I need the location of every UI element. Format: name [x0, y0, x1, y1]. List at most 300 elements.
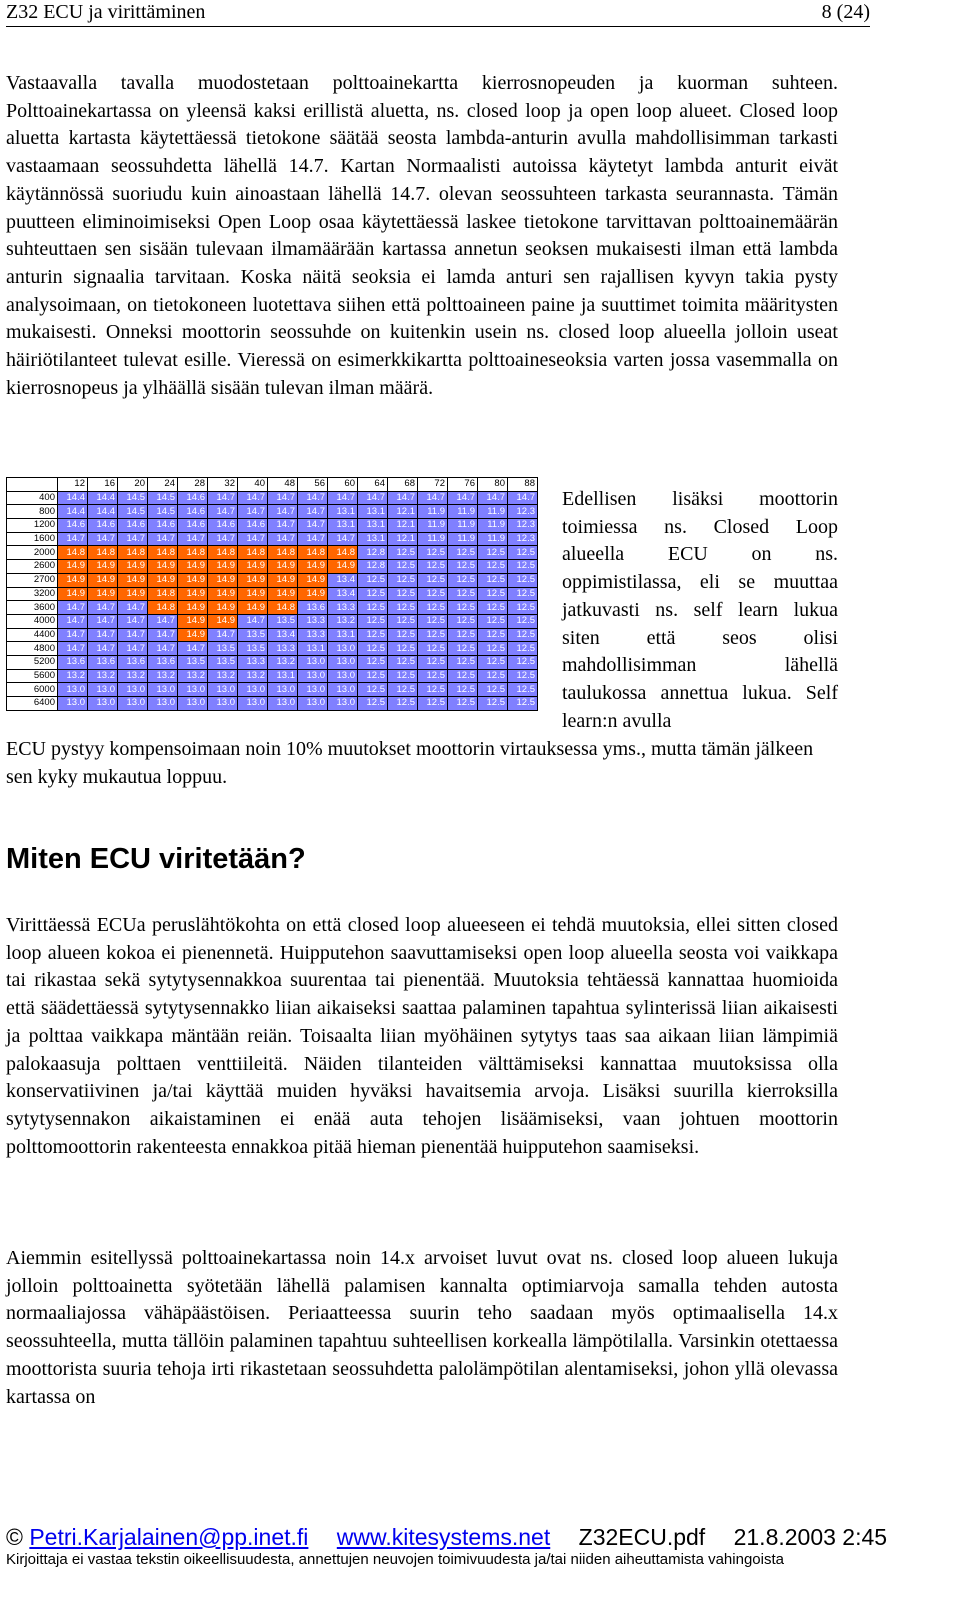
fuel-map-cell: 14.6: [238, 519, 268, 533]
fuel-map-cell: 14.7: [268, 532, 298, 546]
fuel-map-row: [7, 601, 538, 615]
fuel-map-cell: 14.7: [118, 601, 148, 615]
load-column-header: 40: [238, 478, 268, 492]
fuel-map-cell: 14.7: [88, 614, 118, 628]
fuel-map-cell: 14.5: [118, 505, 148, 519]
fuel-map-cell: 14.7: [148, 532, 178, 546]
fuel-map-cell: 14.9: [148, 560, 178, 574]
fuel-map-cell: 14.7: [148, 628, 178, 642]
fuel-map-cell: 13.0: [268, 683, 298, 697]
fuel-map-cell: 13.0: [328, 683, 358, 697]
fuel-map-cell: 14.7: [298, 519, 328, 533]
fuel-map-cell: 14.7: [298, 505, 328, 519]
fuel-map-cell: 14.7: [178, 532, 208, 546]
fuel-map-cell: 13.0: [298, 697, 328, 711]
fuel-map-cell: 12.5: [448, 683, 478, 697]
fuel-map-cell: 12.5: [358, 614, 388, 628]
fuel-map-cell: 14.9: [58, 587, 88, 601]
fuel-map-cell: 12.8: [358, 560, 388, 574]
fuel-map-cell: 13.0: [118, 683, 148, 697]
fuel-map-cell: 13.0: [328, 655, 358, 669]
fuel-map-cell: 13.1: [328, 628, 358, 642]
fuel-map-cell: 12.5: [358, 628, 388, 642]
fuel-map-cell: 12.5: [388, 697, 418, 711]
tuning-paragraph: Virittäessä ECUa peruslähtökohta on että closed loop alueeseen ei tehdä muutoksia, ellei sitten closed loop alueen kokoa ei pienennetä. Huipputehon saavuttamiseksi open loop alueella seosta voi vaikkapa tai rikastaa sekä sytytysennakkoa suurentaa tai pienentää. Muutoksia tehtäessä kannattaa huomioida että säädettäessä sytytysennakko liian aikaiseksi saattaa palaminen tapahtua sylinterissä liian aikaisesti ja polttaa vaikkapa mäntään reiän. Toisaalta liian myöhäinen sytytys taas saa aikaan liian lämpimiä palokaasuja polttaen venttiileitä. Näiden tilanteiden välttämiseksi kannattaa muutoksissa olla konservatiivinen ja/tai käyttää muiden hyväksi havaitsemia arvoja. Lisäksi suurilla kierroksilla sytytysennakon aikaistaminen ei enää auta tehojen lisäämiseksi, vaan johtuen moottorin polttomoottorin rakenteesta ennakkoa pitää hieman pienentää huipputehon saamiseksi.: [6, 914, 838, 1158]
fuel-map-cell: 14.7: [268, 519, 298, 533]
fuel-map-cell: 12.5: [478, 601, 508, 615]
fuel-map-row: [7, 519, 538, 533]
fuel-map-row: [7, 505, 538, 519]
fuel-map-cell: 14.9: [58, 573, 88, 587]
fuel-map-cell: 13.4: [268, 628, 298, 642]
fuel-map-cell: 12.5: [358, 697, 388, 711]
fuel-map-cell: 12.5: [418, 669, 448, 683]
fuel-map-cell: 14.9: [118, 573, 148, 587]
fuel-map-cell: 13.0: [298, 683, 328, 697]
rpm-row-header: 2600: [7, 560, 58, 574]
fuel-map-cell: 12.5: [508, 669, 538, 683]
fuel-map-cell: 14.9: [238, 560, 268, 574]
fuel-map-row: [7, 669, 538, 683]
fuel-map-cell: 12.5: [508, 573, 538, 587]
fuel-map-cell: 12.5: [478, 669, 508, 683]
fuel-map-cell: 13.0: [238, 697, 268, 711]
fuel-map-cell: 14.7: [268, 505, 298, 519]
fuel-map-cell: 14.9: [238, 601, 268, 615]
fuel-map-cell: 13.5: [208, 655, 238, 669]
fuel-map-cell: 14.7: [118, 532, 148, 546]
side-paragraph: Edellisen lisäksi moottorin toimiessa ns. Closed Loop alueella ECU on ns. oppimistilassa, eli se muuttaa jatkuvasti ns. self learn lukua siten että seos olisi mahdollisimman lähellä taulukossa annettua lukua. Self learn:n avulla: [562, 488, 838, 732]
fuel-map-cell: 13.0: [298, 669, 328, 683]
fuel-map-cell: 14.8: [238, 546, 268, 560]
fuel-map-cell: 14.8: [268, 546, 298, 560]
fuel-map-cell: 12.5: [358, 669, 388, 683]
fuel-map-cell: 14.9: [88, 560, 118, 574]
section-heading: Miten ECU viritetään?: [6, 843, 306, 875]
fuel-map-cell: 13.0: [118, 697, 148, 711]
fuel-map-cell: 14.7: [148, 614, 178, 628]
fuel-map-cell: 14.7: [238, 614, 268, 628]
fuel-map-cell: 14.8: [298, 546, 328, 560]
fuel-map-cell: 14.7: [238, 491, 268, 505]
load-column-header: 68: [388, 478, 418, 492]
fuel-map-cell: 12.5: [358, 573, 388, 587]
footer-disclaimer: Kirjoittaja ei vastaa tekstin oikeellisuudesta, annettujen neuvojen toimivuudesta ja/tai niiden aiheuttamista vahingoista: [6, 1551, 784, 1568]
fuel-map-cell: 12.5: [448, 697, 478, 711]
fuel-map-cell: 14.8: [328, 546, 358, 560]
fuel-map-row: [7, 642, 538, 656]
fuel-map-cell: 14.9: [238, 587, 268, 601]
fuel-map-cell: 14.7: [268, 491, 298, 505]
fuel-map-cell: 13.0: [178, 697, 208, 711]
fuel-map-cell: 12.5: [448, 546, 478, 560]
fuel-map-cell: 12.5: [388, 601, 418, 615]
rpm-row-header: 6000: [7, 683, 58, 697]
fuel-map-cell: 12.5: [508, 628, 538, 642]
fuel-map-cell: 12.5: [478, 546, 508, 560]
rpm-row-header: 4000: [7, 614, 58, 628]
fuel-map-cell: 12.5: [478, 614, 508, 628]
fuel-map-cell: 13.6: [148, 655, 178, 669]
fuel-map-cell: 12.5: [418, 601, 448, 615]
load-column-header: 76: [448, 478, 478, 492]
fuel-map-cell: 14.7: [238, 505, 268, 519]
fuel-map-cell: 14.9: [118, 587, 148, 601]
fuel-map-cell: 13.0: [148, 697, 178, 711]
fuel-map-cell: 13.0: [328, 697, 358, 711]
fuel-map-cell: 12.5: [478, 573, 508, 587]
fuel-map-row: [7, 587, 538, 601]
fuel-map-cell: 12.1: [388, 519, 418, 533]
fuel-map-cell: 13.1: [328, 505, 358, 519]
page-footer: [0, 1522, 960, 1615]
fuel-map-table-container: [6, 477, 538, 711]
fuel-map-cell: 12.5: [508, 560, 538, 574]
rpm-row-header: 4400: [7, 628, 58, 642]
footer-filename: Z32ECU.pdf: [578, 1524, 706, 1550]
fuel-map-corner-cell: [7, 478, 58, 492]
fuel-map-cell: 14.6: [148, 519, 178, 533]
fuel-map-cell: 13.0: [58, 697, 88, 711]
load-column-header: 88: [508, 478, 538, 492]
fuel-map-cell: 14.5: [148, 491, 178, 505]
fuel-map-cell: 14.7: [88, 532, 118, 546]
fuel-map-cell: 12.5: [478, 697, 508, 711]
fuel-map-cell: 12.5: [448, 628, 478, 642]
fuel-map-cell: 13.5: [268, 614, 298, 628]
fuel-map-cell: 12.5: [448, 560, 478, 574]
intro-paragraph: Vastaavalla tavalla muodostetaan polttoainekartta kierrosnopeuden ja kuorman suhteen. Polttoainekartassa on yleensä kaksi erillistä aluetta, ns. closed loop ja open loop alueet. Closed loop aluetta kartasta käytettäessä tietokone säätää seosta lambda-anturin avulla mahdollisimman tarkasti vastaamaan seossuhdetta lähellä 14.7. Kartan Normaalisti autoissa käytetyt lambda anturit eivät käytännössä suoriudu kuin ainoastaan lähellä 14.7. olevan seossuhteen tarkasta seurannasta. Tämän puutteen eliminoimiseksi Open Loop osaa käytettäessä laskee tietokone tarvittavan polttoainemäärän suhteuttaen sen sisään tulevaan ilmamäärään kartassa annetun seoksen mukaisesti ilman että lambda anturin signaalia tarvitaan. Koska näitä seoksia ei lamda anturi sen rajallisen kyvyn takia pysty analysoimaan, on tietokoneen luotettava siihen että polttoaineen paine ja suuttimet toimita määritysten mukaisesti. Onneksi moottorin seossuhde on kuitenkin usein ns. closed loop alueella jolloin useat häiriötilanteet tulevat esille. Vieressä on esimerkkikartta polttoaineseoksia varten jossa vasemmalla on kierrosnopeus ja ylhäällä sisään tulevan ilman määrä.: [6, 72, 838, 399]
fuel-map-cell: 14.9: [88, 587, 118, 601]
fuel-map-cell: 14.7: [298, 532, 328, 546]
fuel-map-cell: 14.9: [178, 560, 208, 574]
fuel-map-row: [7, 573, 538, 587]
fuel-map-cell: 14.7: [118, 628, 148, 642]
fuel-map-cell: 12.5: [418, 642, 448, 656]
fuel-map-cell: 12.5: [448, 614, 478, 628]
fuel-map-cell: 12.5: [388, 560, 418, 574]
fuel-map-cell: 13.4: [328, 587, 358, 601]
fuel-map-cell: 14.8: [148, 546, 178, 560]
fuel-map-cell: 13.3: [238, 655, 268, 669]
fuel-map-cell: 11.9: [478, 505, 508, 519]
fuel-map-cell: 12.5: [448, 655, 478, 669]
rpm-row-header: 1600: [7, 532, 58, 546]
rpm-row-header: 2000: [7, 546, 58, 560]
fuel-map-cell: 13.0: [208, 683, 238, 697]
fuel-map-cell: 12.5: [508, 601, 538, 615]
fuel-map-cell: 11.9: [418, 532, 448, 546]
fuel-map-cell: 14.7: [328, 491, 358, 505]
fuel-map-cell: 14.9: [268, 587, 298, 601]
fuel-map-cell: 13.3: [298, 628, 328, 642]
footer-datetime: 21.8.2003 2:45: [733, 1524, 888, 1550]
fuel-map-cell: 11.9: [448, 505, 478, 519]
fuel-map-cell: 12.5: [508, 642, 538, 656]
fuel-map-cell: 14.4: [58, 491, 88, 505]
fuel-map-cell: 12.5: [388, 655, 418, 669]
fuel-map-cell: 13.5: [238, 642, 268, 656]
fuel-map-row: [7, 491, 538, 505]
fuel-map-cell: 14.9: [208, 601, 238, 615]
fuel-map-cell: 14.7: [58, 642, 88, 656]
fuel-map-cell: 14.9: [328, 560, 358, 574]
fuel-map-cell: 14.8: [268, 601, 298, 615]
rpm-row-header: 400: [7, 491, 58, 505]
fuel-map-cell: 14.9: [298, 587, 328, 601]
page-number: 8 (24): [821, 1, 870, 23]
fuel-map-cell: 13.2: [208, 669, 238, 683]
fuel-map-cell: 14.9: [178, 601, 208, 615]
fuel-map-cell: 14.7: [88, 628, 118, 642]
fuel-map-cell: 13.3: [298, 614, 328, 628]
fuel-map-cell: 13.0: [58, 683, 88, 697]
fuel-map-cell: 14.9: [118, 560, 148, 574]
fuel-map-cell: 13.1: [358, 532, 388, 546]
fuel-map-cell: 13.1: [268, 669, 298, 683]
fuel-map-cell: 12.5: [418, 573, 448, 587]
fuel-map-cell: 12.5: [418, 683, 448, 697]
fuel-map-row: [7, 655, 538, 669]
fuel-map-cell: 14.7: [88, 642, 118, 656]
load-column-header: 20: [118, 478, 148, 492]
fuel-map-cell: 12.5: [418, 546, 448, 560]
fuel-map-cell: 14.7: [328, 532, 358, 546]
fuel-map-cell: 13.0: [328, 642, 358, 656]
load-column-header: 16: [88, 478, 118, 492]
fuel-map-explanation-paragraph: Aiemmin esitellyssä polttoainekartassa noin 14.x arvoiset luvut ovat ns. closed loop alueen lukuja jolloin polttoainetta syötetään lähellä palamisen kannalta optimiarvoja samalla tehden autosta normaaliajossa vähäpäästöisen. Periaatteessa suurin teho saadaan myös optimaalisella 14.x seossuhteella, mutta tällöin palaminen tapahtuu suhteellisen korkealla lämpötilalla. Varsinkin otettaessa moottorista suuria tehoja irti rikastetaan seossuhdetta palolämpötilan alentamiseksi, johon yllä olevassa kartassa on: [6, 1247, 838, 1408]
load-column-header: 28: [178, 478, 208, 492]
fuel-map-cell: 11.9: [448, 519, 478, 533]
fuel-map-cell: 14.9: [178, 573, 208, 587]
rpm-row-header: 5600: [7, 669, 58, 683]
fuel-map-cell: 12.1: [388, 532, 418, 546]
rpm-row-header: 1200: [7, 519, 58, 533]
document-title: Z32 ECU ja virittäminen: [6, 1, 206, 23]
fuel-map-cell: 14.4: [58, 505, 88, 519]
footer-info-line: [6, 1522, 930, 1552]
fuel-map-cell: 14.8: [58, 546, 88, 560]
copyright-symbol: ©: [6, 1524, 23, 1550]
fuel-map-cell: 12.5: [478, 655, 508, 669]
fuel-map-cell: 12.5: [448, 587, 478, 601]
fuel-map-cell: 12.5: [388, 587, 418, 601]
load-column-header: 64: [358, 478, 388, 492]
fuel-map-cell: 14.9: [58, 560, 88, 574]
fuel-map-cell: 11.9: [478, 519, 508, 533]
fuel-map-cell: 14.7: [148, 642, 178, 656]
rpm-row-header: 5200: [7, 655, 58, 669]
fuel-map-cell: 14.7: [58, 601, 88, 615]
fuel-map-row: [7, 697, 538, 711]
fuel-map-cell: 12.3: [508, 505, 538, 519]
fuel-map-cell: 12.5: [418, 628, 448, 642]
fuel-map-cell: 13.1: [358, 519, 388, 533]
fuel-map-cell: 12.5: [388, 614, 418, 628]
fuel-map-cell: 14.7: [58, 614, 88, 628]
fuel-map-cell: 14.5: [118, 491, 148, 505]
fuel-map-cell: 12.5: [358, 601, 388, 615]
fuel-map-cell: 14.4: [88, 505, 118, 519]
fuel-map-cell: 12.5: [508, 546, 538, 560]
fuel-map-row: [7, 532, 538, 546]
fuel-map-cell: 12.5: [418, 697, 448, 711]
fuel-map-cell: 14.9: [148, 573, 178, 587]
fuel-map-cell: 14.5: [148, 505, 178, 519]
page-header: [6, 0, 870, 27]
fuel-map-cell: 14.7: [208, 505, 238, 519]
fuel-map-cell: 13.2: [238, 669, 268, 683]
fuel-map-cell: 12.5: [478, 683, 508, 697]
fuel-map-cell: 14.7: [58, 628, 88, 642]
fuel-map-cell: 14.6: [178, 491, 208, 505]
fuel-map-cell: 14.7: [208, 491, 238, 505]
fuel-map-cell: 13.1: [358, 505, 388, 519]
fuel-map-cell: 14.7: [58, 532, 88, 546]
load-column-header: 72: [418, 478, 448, 492]
load-column-header: 24: [148, 478, 178, 492]
fuel-map-cell: 14.8: [148, 601, 178, 615]
load-column-header: 32: [208, 478, 238, 492]
load-column-header: 48: [268, 478, 298, 492]
fuel-map-cell: 14.9: [178, 628, 208, 642]
fuel-map-cell: 13.3: [328, 601, 358, 615]
fuel-map-cell: 12.5: [388, 683, 418, 697]
email-link[interactable]: Petri.Karjalainen@pp.inet.fi: [29, 1524, 309, 1550]
fuel-map-cell: 14.9: [208, 573, 238, 587]
fuel-map-cell: 13.1: [298, 642, 328, 656]
fuel-map-cell: 12.3: [508, 532, 538, 546]
fuel-map-cell: 14.6: [178, 519, 208, 533]
fuel-map-cell: 12.5: [508, 697, 538, 711]
fuel-map-cell: 11.9: [418, 505, 448, 519]
fuel-map-cell: 13.5: [178, 655, 208, 669]
fuel-map-cell: 14.8: [118, 546, 148, 560]
fuel-map-cell: 12.5: [508, 655, 538, 669]
fuel-map-cell: 14.7: [208, 628, 238, 642]
fuel-map-cell: 14.4: [88, 491, 118, 505]
fuel-map-cell: 11.9: [448, 532, 478, 546]
fuel-map-cell: 14.9: [88, 573, 118, 587]
fuel-map-cell: 12.5: [478, 642, 508, 656]
fuel-map-cell: 12.5: [418, 655, 448, 669]
fuel-map-cell: 13.2: [118, 669, 148, 683]
rpm-row-header: 800: [7, 505, 58, 519]
fuel-map-cell: 12.5: [388, 573, 418, 587]
fuel-map-cell: 11.9: [418, 519, 448, 533]
fuel-map-cell: 12.5: [418, 587, 448, 601]
fuel-map-cell: 13.0: [328, 669, 358, 683]
website-link[interactable]: www.kitesystems.net: [336, 1524, 551, 1550]
fuel-map-cell: 14.8: [208, 546, 238, 560]
fuel-map-row: [7, 546, 538, 560]
fuel-map-cell: 14.6: [88, 519, 118, 533]
fuel-map-cell: 13.6: [88, 655, 118, 669]
fuel-map-cell: 13.2: [328, 614, 358, 628]
fuel-map-cell: 14.8: [148, 587, 178, 601]
fuel-map-cell: 14.7: [118, 614, 148, 628]
fuel-map-cell: 13.6: [58, 655, 88, 669]
fuel-map-cell: 12.5: [388, 642, 418, 656]
fuel-map-cell: 12.1: [388, 505, 418, 519]
fuel-map-cell: 14.9: [298, 573, 328, 587]
fuel-map-cell: 13.5: [208, 642, 238, 656]
load-column-header: 12: [58, 478, 88, 492]
fuel-map-row: [7, 614, 538, 628]
fuel-map-cell: 12.5: [358, 587, 388, 601]
fuel-map-cell: 13.2: [268, 655, 298, 669]
fuel-map-cell: 13.1: [328, 519, 358, 533]
fuel-map-row: [7, 683, 538, 697]
fuel-map-cell: 12.5: [448, 669, 478, 683]
fuel-map-cell: 12.5: [478, 628, 508, 642]
fuel-map-cell: 12.5: [508, 587, 538, 601]
side-paragraph-continuation: ECU pystyy kompensoimaan noin 10% muutokset moottorin virtauksessa yms., mutta tämän jälkeen sen kyky mukautua loppuu.: [6, 738, 814, 788]
fuel-map-cell: 14.7: [478, 491, 508, 505]
rpm-row-header: 2700: [7, 573, 58, 587]
fuel-map-header-row: [7, 478, 538, 492]
fuel-map-cell: 14.6: [178, 505, 208, 519]
fuel-map-cell: 14.6: [58, 519, 88, 533]
fuel-map-cell: 14.9: [268, 573, 298, 587]
fuel-map-cell: 13.4: [328, 573, 358, 587]
fuel-map-cell: 12.5: [418, 560, 448, 574]
fuel-map-cell: 14.9: [298, 560, 328, 574]
fuel-map-cell: 14.9: [208, 560, 238, 574]
fuel-map-cell: 13.2: [58, 669, 88, 683]
fuel-map-row: [7, 560, 538, 574]
fuel-map-cell: 13.2: [88, 669, 118, 683]
fuel-map-cell: 13.0: [178, 683, 208, 697]
rpm-row-header: 4800: [7, 642, 58, 656]
fuel-map-cell: 12.8: [358, 546, 388, 560]
fuel-map-table: [6, 477, 538, 711]
fuel-map-cell: 14.7: [448, 491, 478, 505]
fuel-map-cell: 14.7: [418, 491, 448, 505]
fuel-map-row: [7, 628, 538, 642]
fuel-map-cell: 14.7: [88, 601, 118, 615]
fuel-map-cell: 13.6: [118, 655, 148, 669]
fuel-map-cell: 12.5: [388, 669, 418, 683]
fuel-map-cell: 14.9: [208, 587, 238, 601]
fuel-map-cell: 14.7: [508, 491, 538, 505]
fuel-map-cell: 12.5: [448, 642, 478, 656]
fuel-map-cell: 14.9: [178, 614, 208, 628]
fuel-map-cell: 11.9: [478, 532, 508, 546]
fuel-map-cell: 13.0: [238, 683, 268, 697]
fuel-map-cell: 12.5: [388, 628, 418, 642]
fuel-map-cell: 14.7: [118, 642, 148, 656]
fuel-map-cell: 12.5: [358, 655, 388, 669]
fuel-map-cell: 14.7: [238, 532, 268, 546]
fuel-map-cell: 12.5: [358, 683, 388, 697]
fuel-map-cell: 14.9: [178, 587, 208, 601]
fuel-map-cell: 14.7: [178, 642, 208, 656]
fuel-map-cell: 12.5: [478, 587, 508, 601]
fuel-map-cell: 14.7: [208, 532, 238, 546]
fuel-map-cell: 12.5: [418, 614, 448, 628]
fuel-map-body: [7, 491, 538, 710]
fuel-map-cell: 14.6: [208, 519, 238, 533]
fuel-map-cell: 13.2: [178, 669, 208, 683]
load-column-header: 80: [478, 478, 508, 492]
fuel-map-cell: 13.2: [148, 669, 178, 683]
fuel-map-cell: 13.5: [238, 628, 268, 642]
fuel-map-cell: 14.8: [178, 546, 208, 560]
fuel-map-cell: 12.3: [508, 519, 538, 533]
fuel-map-cell: 14.9: [238, 573, 268, 587]
fuel-map-cell: 13.6: [298, 601, 328, 615]
